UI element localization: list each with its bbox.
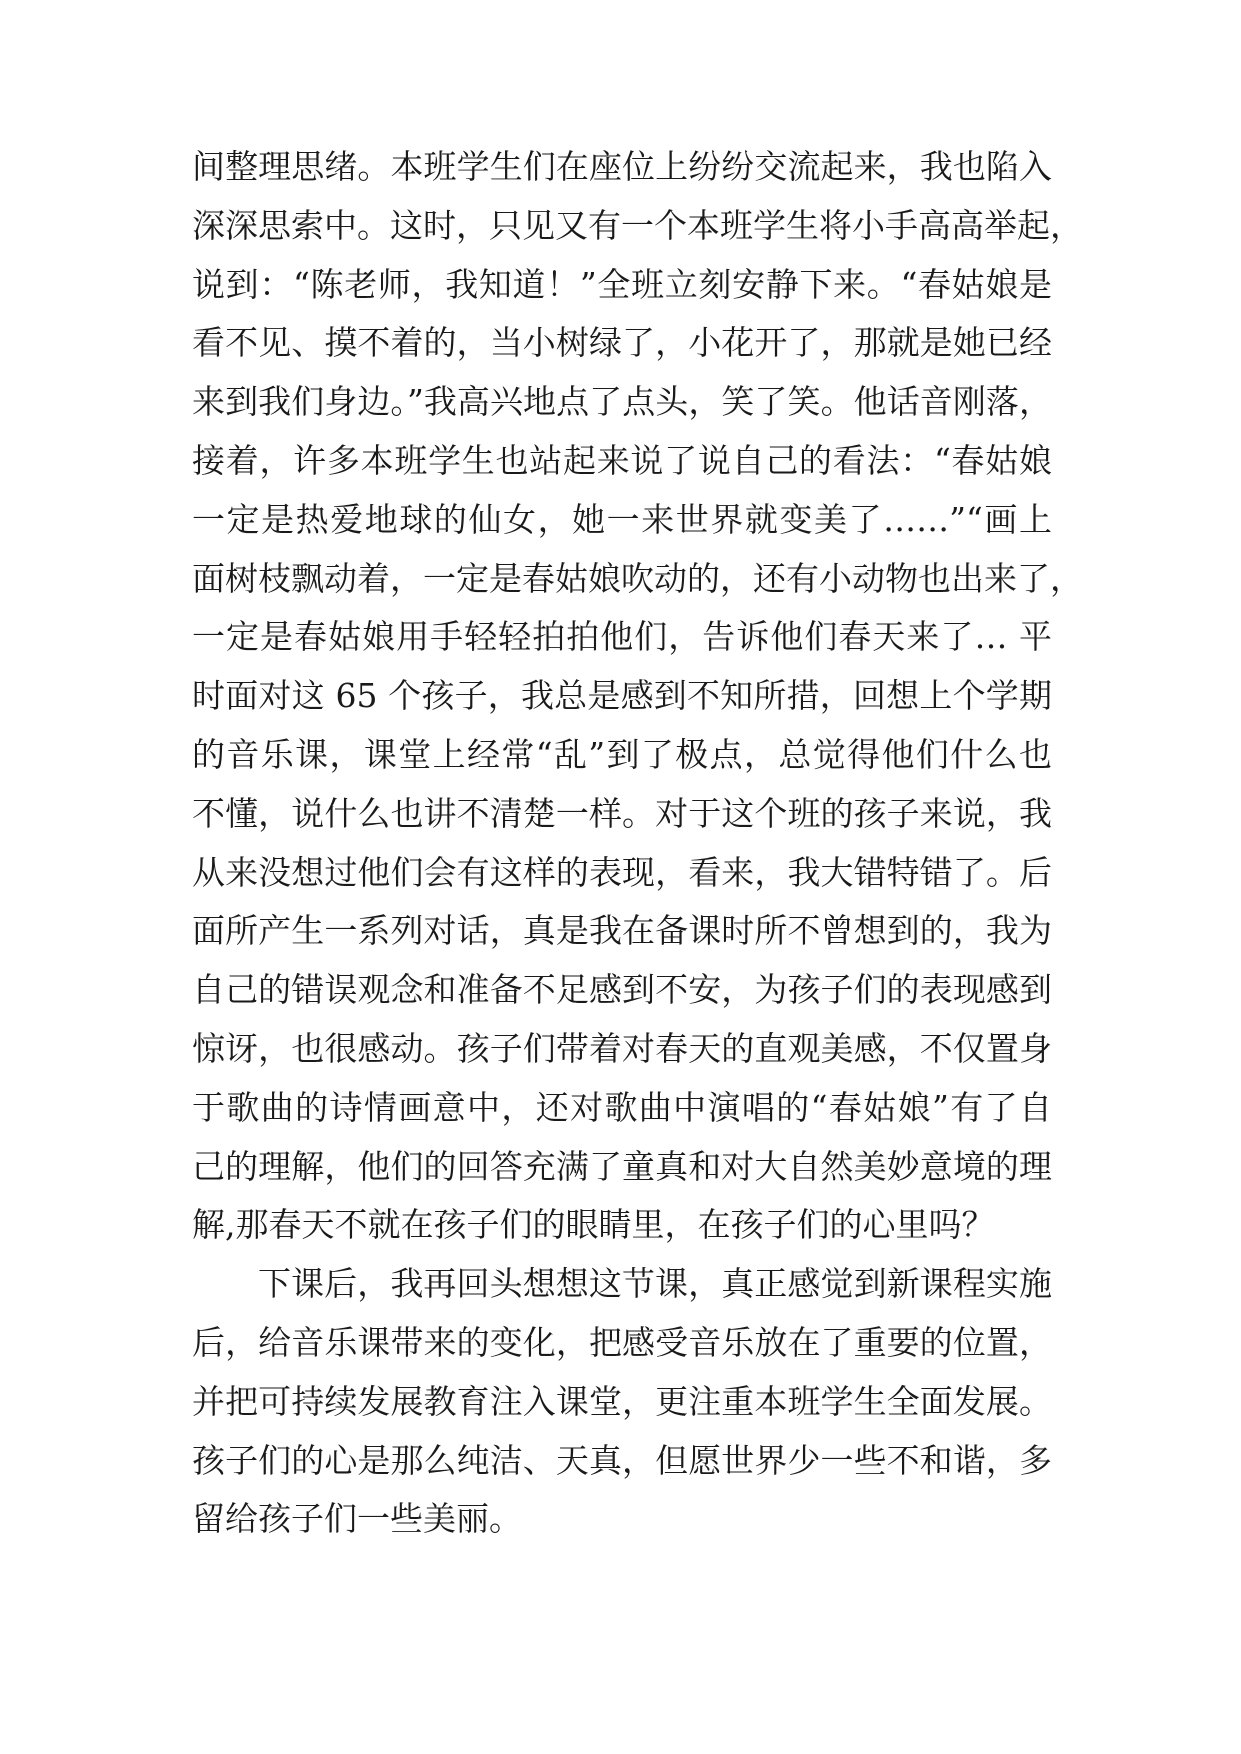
text-line: 解,那春天不就在孩子们的眼睛里，在孩子们的心里吗？ bbox=[192, 1205, 995, 1245]
text-line: 面所产生一系列对话，真是我在备课时所不曾想到的，我为 bbox=[192, 911, 1052, 951]
text-line: 留给孩子们一些美丽。 bbox=[192, 1499, 522, 1539]
text-line: 并把可持续发展教育注入课堂，更注重本班学生全面发展。 bbox=[192, 1381, 1052, 1421]
document-body bbox=[192, 138, 1083, 1549]
text-line: 己的理解，他们的回答充满了童真和对大自然美妙意境的理 bbox=[192, 1146, 1052, 1186]
text-line: 不懂，说什么也讲不清楚一样。对于这个班的孩子来说，我 bbox=[192, 793, 1052, 833]
text-line: 于歌曲的诗情画意中，还对歌曲中演唱的“春姑娘”有了自 bbox=[192, 1087, 1052, 1127]
text-line: 下课后，我再回头想想这节课，真正感觉到新课程实施 bbox=[258, 1264, 1052, 1304]
paragraph bbox=[192, 1255, 1052, 1549]
text-line: 面树枝飘动着，一定是春姑娘吹动的，还有小动物也出来了， bbox=[192, 558, 1083, 598]
text-line: 间整理思绪。本班学生们在座位上纷纷交流起来，我也陷入 bbox=[192, 147, 1052, 186]
text-line: 一定是热爱地球的仙女，她一来世界就变美了……”“画上 bbox=[192, 499, 1052, 539]
paragraph bbox=[192, 138, 1083, 1255]
text-line: 孩子们的心是那么纯洁、天真，但愿世界少一些不和谐，多 bbox=[192, 1440, 1052, 1480]
text-line: 看不见、摸不着的，当小树绿了，小花开了，那就是她已经 bbox=[192, 323, 1052, 363]
text-line: 接着，许多本班学生也站起来说了说自己的看法：“春姑娘 bbox=[192, 440, 1052, 480]
text-line: 一定是春姑娘用手轻轻拍拍他们，告诉他们春天来了… 平 bbox=[192, 617, 1052, 657]
text-line: 惊讶，也很感动。孩子们带着对春天的直观美感，不仅置身 bbox=[192, 1028, 1052, 1068]
text-line: 深深思索中。这时，只见又有一个本班学生将小手高高举起， bbox=[192, 205, 1083, 245]
text-line: 时面对这 65 个孩子，我总是感到不知所措，回想上个学期 bbox=[192, 676, 1052, 716]
text-line: 自己的错误观念和准备不足感到不安，为孩子们的表现感到 bbox=[192, 970, 1052, 1010]
text-line: 从来没想过他们会有这样的表现，看来，我大错特错了。后 bbox=[192, 852, 1052, 892]
text-line: 后，给音乐课带来的变化，把感受音乐放在了重要的位置， bbox=[192, 1322, 1052, 1362]
text-line: 说到：“陈老师，我知道！”全班立刻安静下来。“春姑娘是 bbox=[192, 264, 1052, 304]
text-line: 的音乐课，课堂上经常“乱”到了极点，总觉得他们什么也 bbox=[192, 734, 1052, 774]
text-line: 来到我们身边。”我高兴地点了点头，笑了笑。他话音刚落， bbox=[192, 382, 1052, 422]
